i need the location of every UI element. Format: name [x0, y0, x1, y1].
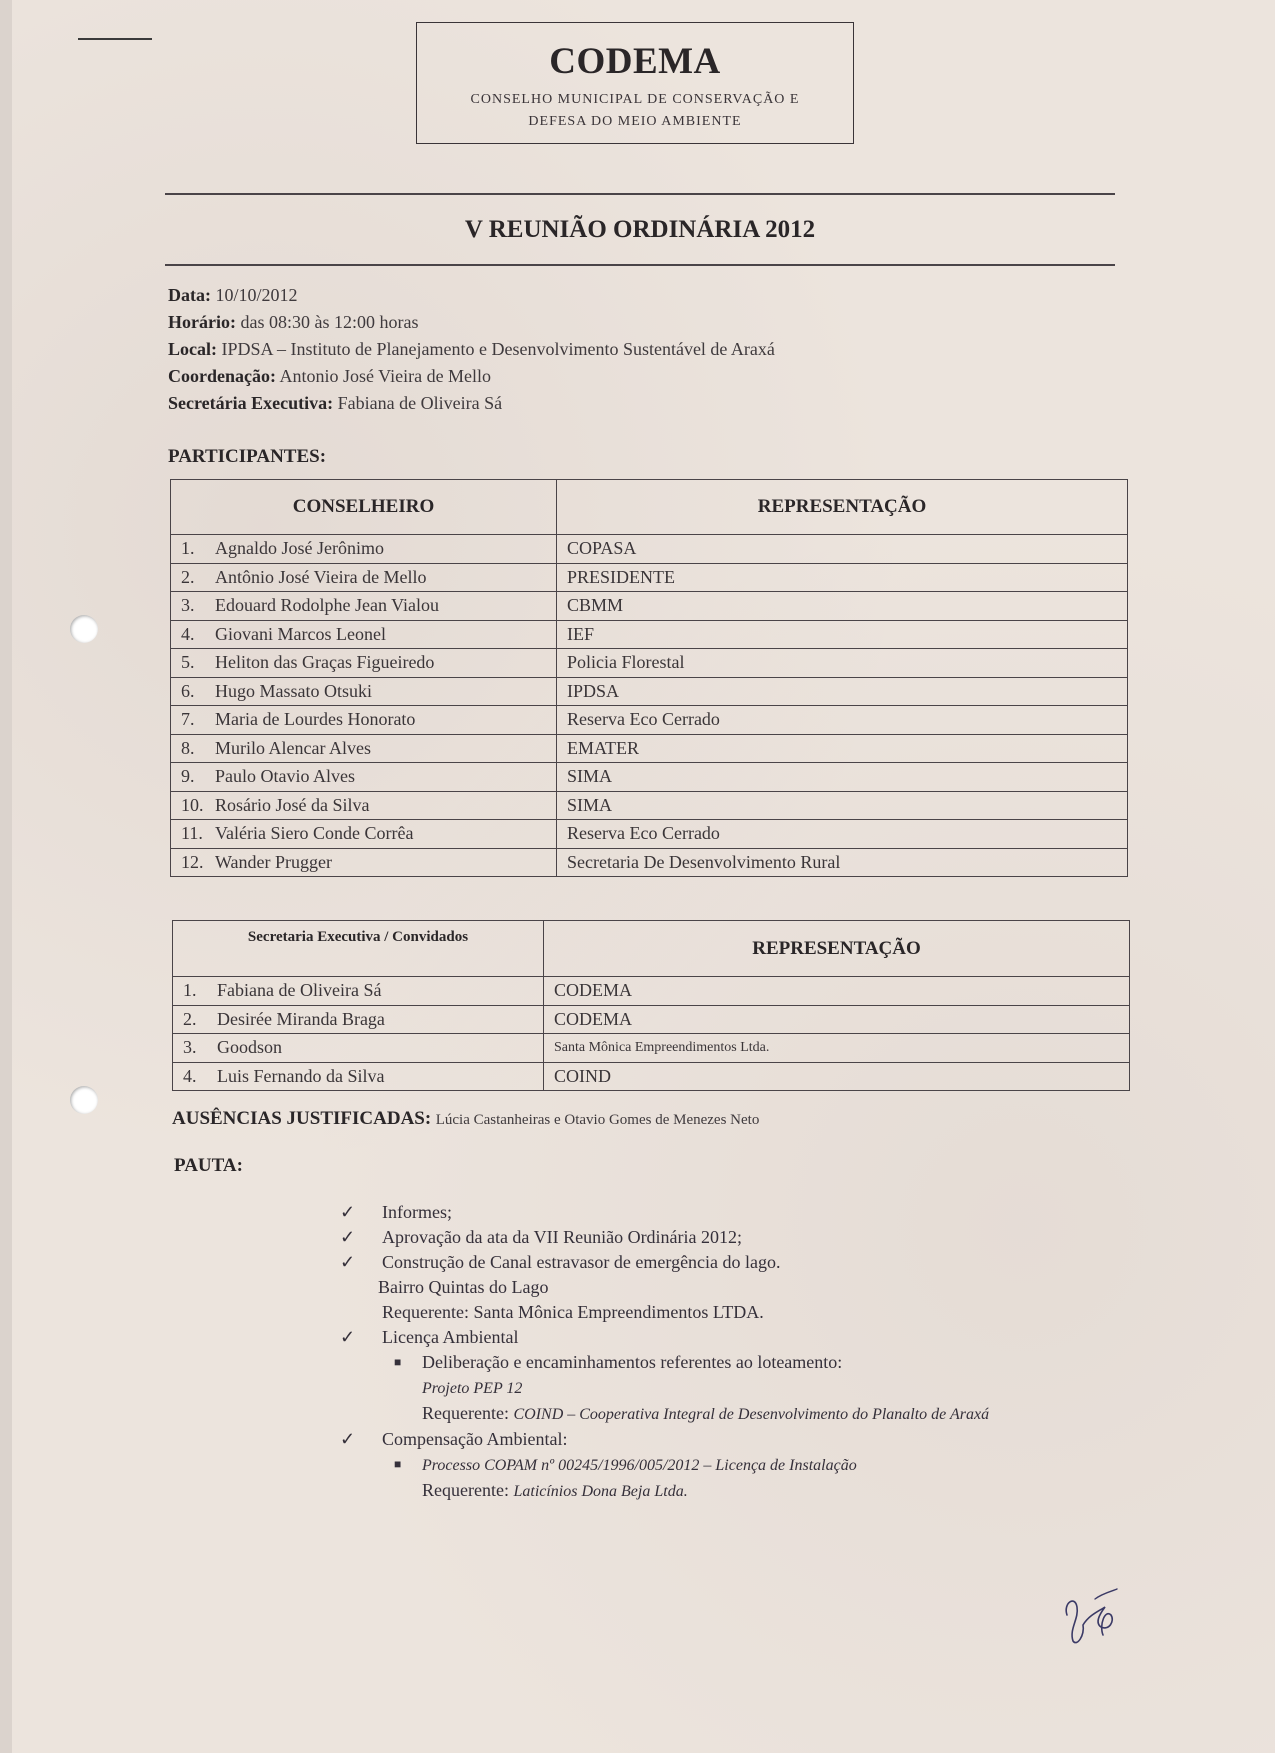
punch-hole [70, 1086, 98, 1114]
member-cell [171, 820, 557, 849]
member-name: Edouard Rodolphe Jean Vialou [215, 595, 440, 616]
check-icon: ✓ [340, 1327, 356, 1347]
col-secretaria-convidados: Secretaria Executiva / Convidados [173, 921, 544, 977]
representation-cell: PRESIDENTE [557, 563, 1128, 592]
row-number: 2. [183, 1008, 197, 1029]
square-bullet-icon: ■ [394, 1457, 402, 1471]
member-cell [171, 706, 557, 735]
table-row [171, 535, 1128, 564]
table-row [173, 1034, 1130, 1063]
row-number: 7. [181, 709, 195, 730]
member-name: Luis Fernando da Silva [217, 1065, 385, 1086]
letterhead-box [416, 22, 854, 144]
member-cell [173, 1062, 544, 1091]
representation-cell: COPASA [557, 535, 1128, 564]
requester-value: COIND – Cooperativa Integral de Desenvolvimento do Planalto de Araxá [513, 1406, 990, 1423]
agenda-subitem [340, 1350, 989, 1375]
info-secretary [168, 390, 775, 417]
absences-label: AUSÊNCIAS JUSTIFICADAS: [172, 1108, 432, 1129]
agenda-item [340, 1225, 989, 1250]
punch-hole [70, 615, 98, 643]
agenda-item-text: Construção de Canal estravasor de emergência do lago. [382, 1252, 781, 1272]
member-cell [173, 1005, 544, 1034]
table-row [171, 848, 1128, 877]
table-row [171, 791, 1128, 820]
table-row [171, 677, 1128, 706]
row-number: 8. [181, 737, 195, 758]
representation-cell: COIND [544, 1062, 1130, 1091]
info-secretary-label: Secretária Executiva: [168, 393, 334, 413]
agenda-item [340, 1325, 989, 1350]
representation-cell: CODEMA [544, 1005, 1130, 1034]
agenda-item [340, 1250, 989, 1275]
member-name: Murilo Alencar Alves [215, 737, 371, 758]
agenda-heading: PAUTA: [174, 1155, 243, 1176]
absences [172, 1108, 759, 1130]
info-time [168, 309, 775, 336]
table-row [171, 563, 1128, 592]
col-guests-representacao: REPRESENTAÇÃO [544, 921, 1130, 977]
info-date-label: Data: [168, 285, 211, 305]
info-time-value: das 08:30 às 12:00 horas [240, 312, 419, 332]
table-row [171, 620, 1128, 649]
divider-top [165, 193, 1115, 195]
agenda-item-detail: Requerente: Santa Mônica Empreendimentos LTDA. [382, 1302, 764, 1322]
row-number: 10. [181, 794, 204, 815]
member-name: Fabiana de Oliveira Sá [217, 980, 382, 1001]
agenda-subitem [340, 1452, 989, 1478]
agenda-subitem-detail [340, 1478, 989, 1504]
representation-cell: Secretaria De Desenvolvimento Rural [557, 848, 1128, 877]
agenda-item [340, 1427, 989, 1452]
member-name: Giovani Marcos Leonel [215, 623, 386, 644]
row-number: 12. [181, 851, 204, 872]
agenda-subitem-text: Deliberação e encaminhamentos referentes ao loteamento: [422, 1352, 843, 1372]
meeting-info [168, 282, 775, 417]
check-icon: ✓ [340, 1429, 356, 1449]
member-cell [171, 677, 557, 706]
info-location [168, 336, 775, 363]
guests-header-row [173, 921, 1130, 977]
table-row [171, 649, 1128, 678]
agenda-item-text: Aprovação da ata da VII Reunião Ordinária 2012; [382, 1227, 743, 1247]
agenda-item-detail: Bairro Quintas do Lago [378, 1277, 549, 1297]
check-icon: ✓ [340, 1227, 356, 1247]
table-row [173, 1005, 1130, 1034]
member-name: Wander Prugger [215, 851, 333, 872]
table-row [171, 763, 1128, 792]
info-secretary-value: Fabiana de Oliveira Sá [337, 393, 503, 413]
representation-cell: Policia Florestal [557, 649, 1128, 678]
participants-header-row [171, 480, 1128, 535]
meeting-title: V REUNIÃO ORDINÁRIA 2012 [464, 216, 816, 243]
agenda-subitem-detail [340, 1375, 989, 1401]
row-number: 6. [181, 680, 195, 701]
row-number: 11. [181, 823, 203, 844]
row-number: 9. [181, 766, 195, 787]
member-cell [173, 1034, 544, 1063]
representation-cell: Reserva Eco Cerrado [557, 706, 1128, 735]
agenda-subitem-detail [340, 1401, 989, 1427]
row-number: 1. [181, 538, 195, 559]
info-time-label: Horário: [168, 312, 236, 332]
agenda-item-text: Compensação Ambiental: [382, 1429, 568, 1449]
member-cell [171, 563, 557, 592]
representation-cell: Reserva Eco Cerrado [557, 820, 1128, 849]
representation-cell: IEF [557, 620, 1128, 649]
representation-cell: SIMA [557, 763, 1128, 792]
table-row [171, 820, 1128, 849]
row-number: 4. [183, 1065, 197, 1086]
representation-cell: SIMA [557, 791, 1128, 820]
table-row [171, 706, 1128, 735]
agenda-item-text: Licença Ambiental [382, 1327, 519, 1347]
member-cell [171, 535, 557, 564]
absences-value: Lúcia Castanheiras e Otavio Gomes de Menezes Neto [435, 1112, 760, 1128]
member-cell [173, 977, 544, 1006]
col-representacao: REPRESENTAÇÃO [557, 480, 1128, 535]
agenda-item-text: Informes; [382, 1202, 452, 1222]
member-name: Hugo Massato Otsuki [215, 680, 372, 701]
member-name: Heliton das Graças Figueiredo [215, 652, 435, 673]
info-location-value: IPDSA – Instituto de Planejamento e Desenvolvimento Sustentável de Araxá [221, 339, 775, 359]
agenda-list [340, 1200, 989, 1504]
handwritten-initials [1055, 1585, 1125, 1655]
representation-cell: CBMM [557, 592, 1128, 621]
representation-cell: Santa Mônica Empreendimentos Ltda. [544, 1034, 1130, 1063]
member-name: Paulo Otavio Alves [215, 766, 355, 787]
representation-cell: EMATER [557, 734, 1128, 763]
divider-bottom [165, 264, 1115, 266]
member-cell [171, 620, 557, 649]
table-row [171, 734, 1128, 763]
square-bullet-icon: ■ [394, 1355, 402, 1369]
row-number: 4. [181, 623, 195, 644]
requester-label: Requerente: [422, 1403, 509, 1423]
row-number: 2. [181, 566, 195, 587]
table-row [173, 1062, 1130, 1091]
info-coordination-label: Coordenação: [168, 366, 276, 386]
info-coordination-value: Antonio José Vieira de Mello [279, 366, 492, 386]
row-number: 1. [183, 980, 197, 1001]
representation-cell: IPDSA [557, 677, 1128, 706]
org-subtitle-line-1: CONSELHO MUNICIPAL DE CONSERVAÇÃO E [470, 92, 800, 107]
member-name: Agnaldo José Jerônimo [215, 538, 384, 559]
member-name: Valéria Siero Conde Corrêa [215, 823, 414, 844]
participants-heading: PARTICIPANTES: [168, 446, 327, 467]
member-cell [171, 649, 557, 678]
table-row [171, 592, 1128, 621]
info-date [168, 282, 775, 309]
requester-value: Laticínios Dona Beja Ltda. [513, 1483, 688, 1500]
info-location-label: Local: [168, 339, 217, 359]
member-name: Antônio José Vieira de Mello [215, 566, 427, 587]
agenda-subitem-text: Processo COPAM nº 00245/1996/005/2012 – Licença de Instalação [422, 1457, 857, 1474]
member-name: Maria de Lourdes Honorato [215, 709, 416, 730]
guests-table [172, 920, 1130, 1091]
member-cell [171, 734, 557, 763]
requester-label: Requerente: [422, 1480, 509, 1500]
member-name: Goodson [217, 1037, 283, 1058]
row-number: 3. [181, 595, 195, 616]
member-cell [171, 592, 557, 621]
member-cell [171, 763, 557, 792]
org-subtitle-line-2: DEFESA DO MEIO AMBIENTE [528, 114, 742, 129]
member-name: Rosário José da Silva [215, 794, 370, 815]
check-icon: ✓ [340, 1252, 356, 1272]
member-name: Desirée Miranda Braga [217, 1008, 385, 1029]
org-name: CODEMA [549, 41, 721, 82]
agenda-item [340, 1200, 989, 1225]
table-row [173, 977, 1130, 1006]
member-cell [171, 848, 557, 877]
representation-cell: CODEMA [544, 977, 1130, 1006]
info-coordination [168, 363, 775, 390]
col-conselheiro: CONSELHEIRO [171, 480, 557, 535]
corner-pen-mark [78, 38, 152, 40]
member-cell [171, 791, 557, 820]
row-number: 5. [181, 652, 195, 673]
info-date-value: 10/10/2012 [215, 285, 298, 305]
check-icon: ✓ [340, 1202, 356, 1222]
participants-table [170, 479, 1128, 877]
row-number: 3. [183, 1037, 197, 1058]
project-name: Projeto PEP 12 [422, 1380, 523, 1397]
